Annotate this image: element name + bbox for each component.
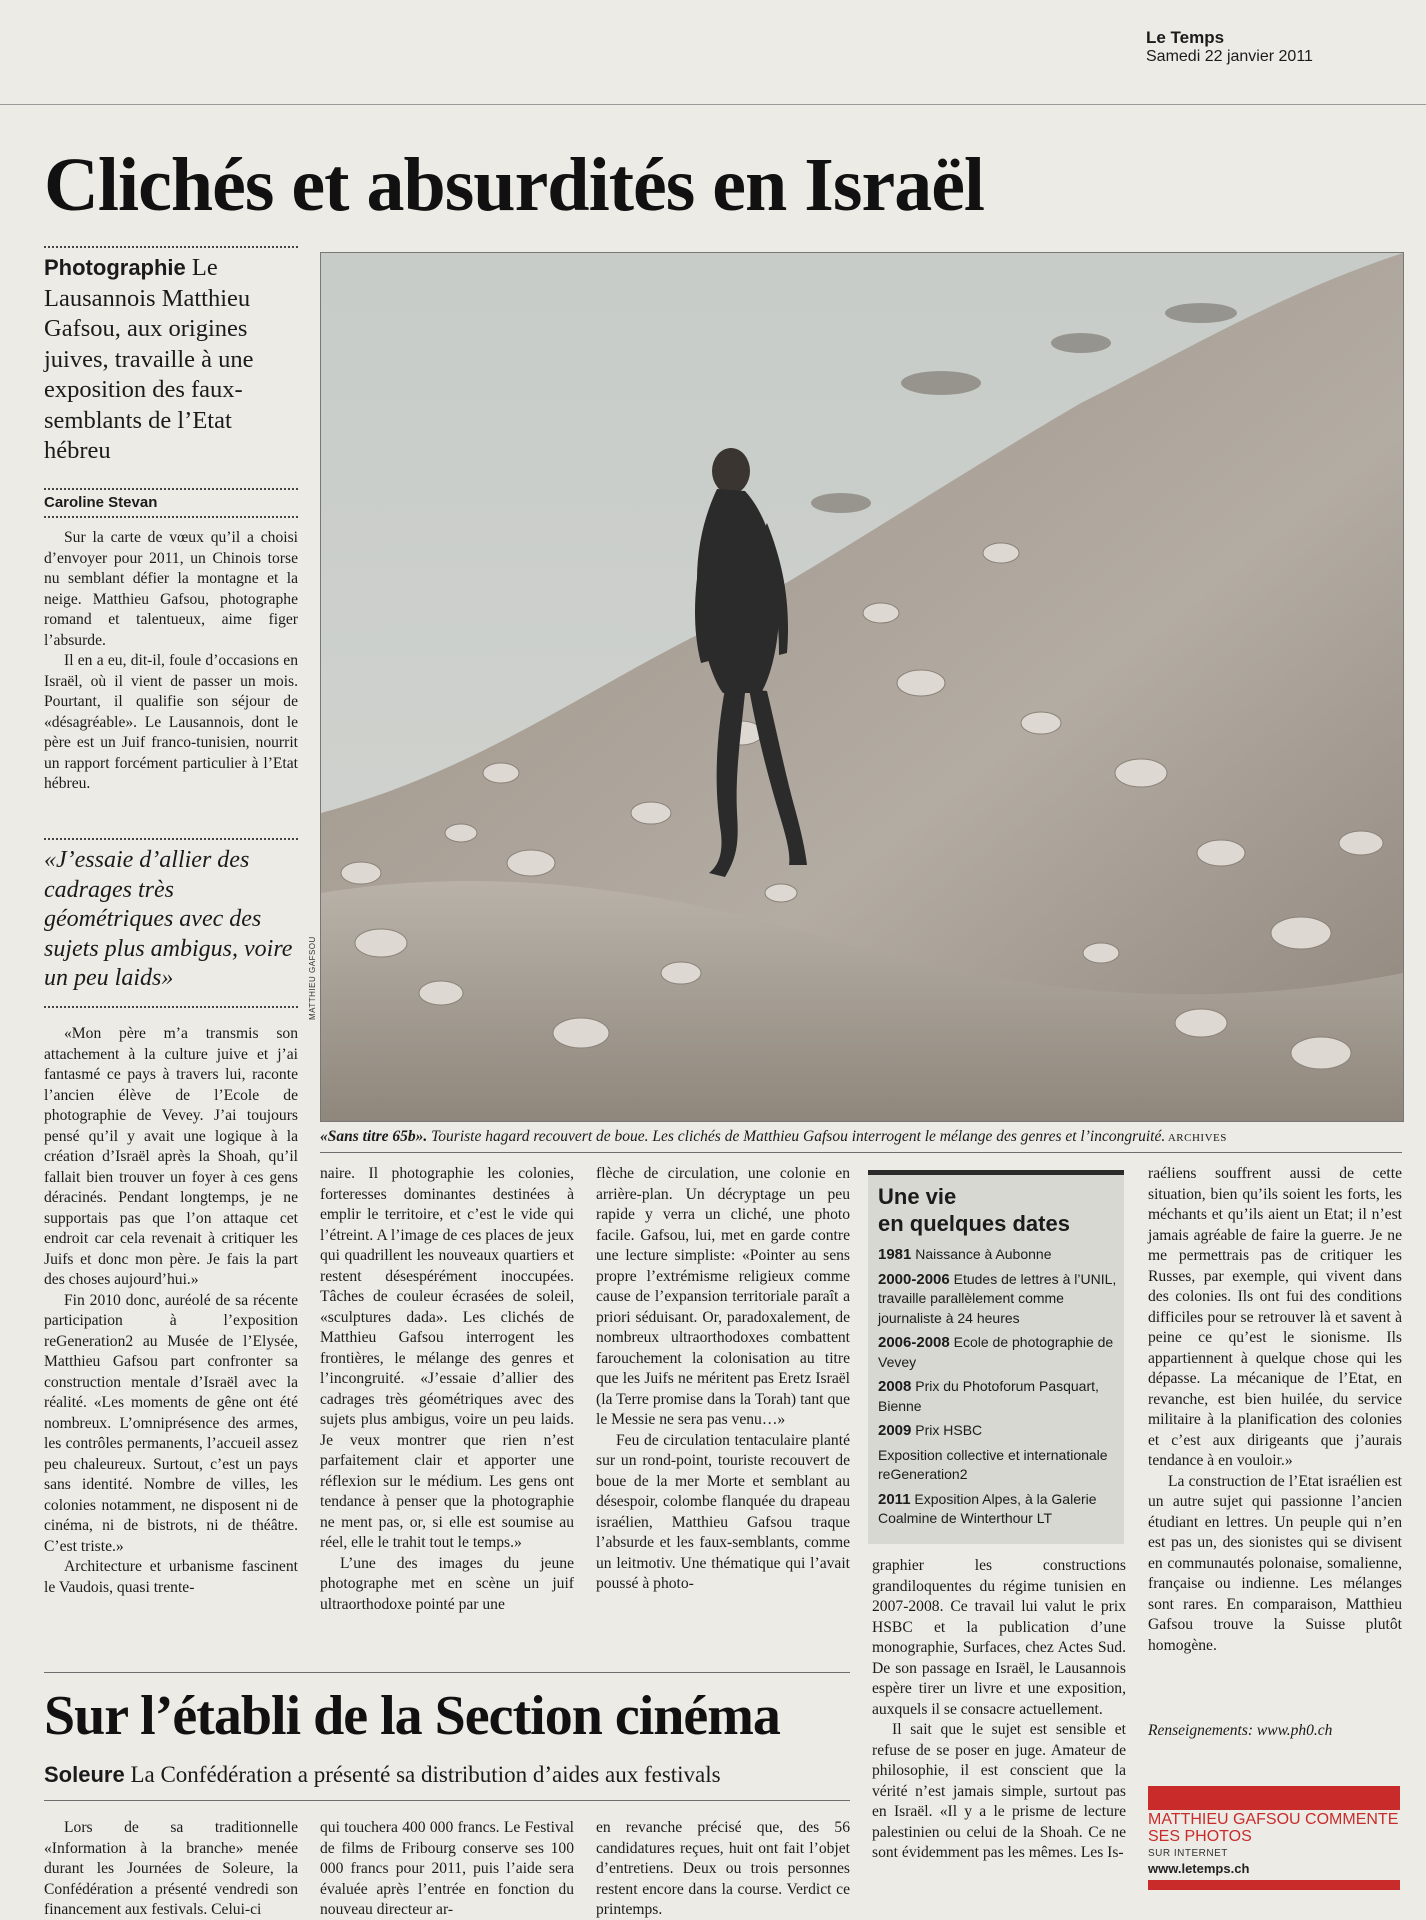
paragraph: Il en a eu, dit-il, foule d’occasions en Israël, où il vient de passer un mois. Pourtant, il qualifie son séjour de «désagréable». Le Lausannois, dont le père est un Juif franco-tunisien, nourrit un rapport forcément particulier à l’Etat hébreu. [44, 652, 298, 792]
lede-kicker: Photographie [44, 255, 186, 280]
paragraph: La construction de l’Etat israélien est un autre sujet qui passionne l’ancien étudiant en lettres. Un peuple qui n’en est pas un, des sionistes qui se divisent en communautés polonaise, somalienne, française ou indienne. Les mélanges sont rares. En comparaison, Matthieu Gafsou trouve la Suisse plutôt homogène. [1148, 1472, 1402, 1654]
subhead-text: La Confédération a présenté sa distribution d’aides aux festivals [130, 1762, 721, 1787]
timeline-text: Exposition Alpes, à la Galerie Coalmine de Winterthour LT [878, 1490, 1097, 1526]
headline: Clichés et absurdités en Israël [44, 143, 985, 227]
paragraph: naire. Il photographie les colonies, forteresses dominantes destinées à emplir le territoire, et c’est le vide qui l’étreint. A l’image de ces places de jeux qui quadrillent les nouveaux quartiers et restent désespérément inoccupées. Tâches de couleur écrasées de soleil, «sculptures dada». Les clichés de Matthieu Gafsou interrogent les frontières, le mélange des genres et l’incongruité. «J’essaie d’allier des cadrages très géométriques avec des sujets plus ambigus, voire un peu laids. Je veux montrer que rien n’est parfaitement clair et apporter une réflexion sur le médium. Les gens ont tendance à penser que la photographie ne ment pas, or, si elle est soumise au réel, elle le trahit tout le temps.» [320, 1165, 574, 1551]
article-column-1-bottom [44, 1024, 298, 1598]
paragraph: flèche de circulation, une colonie en arrière-plan. Un décryptage un peu rapide y verra un cliché, une photo facile. Gafsou, lui, met en garde contre une lecture simpliste: «Pointer au sens propre l’extrémisme religieux comme cause de l’expansion territoriale paraît a priori séduisant. Or, paradoxalement, de nombreux ultraorthodoxes combattent farouchement la colonisation au titre que les Juifs ne méritent pas Eretz Israël (la Terre promise dans la Torah) tant que le Messie ne sera pas venu…» [596, 1165, 850, 1428]
timeline-text: Prix HSBC [911, 1422, 983, 1438]
timeline-title-line: Une vie [878, 1184, 957, 1209]
timeline-year: 2006-2008 [878, 1334, 950, 1351]
divider [44, 516, 298, 518]
timeline-item [878, 1421, 1118, 1441]
info-link-text: Renseignements: www.ph0.ch [1148, 1722, 1333, 1739]
timeline-text: Etudes de lettres à l’UNIL, travaille parallèlement comme journaliste à 24 heures [878, 1270, 1117, 1326]
article2-column-2 [320, 1818, 574, 1920]
paragraph: Il sait que le sujet est sensible et refuse de se poser en juge. Amateur de philosophie, il est conscient que la vérité n’est jamais simple, surtout pas en Israël. «Il y a le prisme de lecture palestinien ou celui de la Shoah. Ce ne sont évidemment pas les mêmes. Les Is- [872, 1721, 1126, 1861]
author-byline: Caroline Stevan [44, 494, 158, 511]
article-column-3 [596, 1164, 850, 1595]
paragraph: «Mon père m’a transmis son attachement à la culture juive et j’ai fantasmé ce pays à travers lui, raconte l’ancien élève de l’Ecole de photographie de Vevey. J’ai toujours pensé qu’il y avait une logique à la création d’Israël après la Shoah, qu’il fallait bien trouver un foyer à ces gens déracinés. Pendant longtemps, je ne supportais pas que l’on attaque cet endroit car cela revenait à critiquer les Juifs et donc mon père. Je fais la part des choses aujourd’hui.» [44, 1025, 298, 1288]
article-separator [44, 1672, 850, 1673]
promo-sub: SUR INTERNET [1148, 1848, 1228, 1859]
caption-rule [320, 1152, 1402, 1153]
article2-column-3 [596, 1818, 850, 1920]
timeline-year: 2008 [878, 1378, 912, 1395]
headline-2: Sur l’établi de la Section cinéma [44, 1685, 780, 1747]
divider [44, 488, 298, 490]
paragraph: Architecture et urbanisme fascinent le Vaudois, quasi trente- [44, 1558, 298, 1596]
pull-quote: «J’essaie d’allier des cadrages très géométriques avec des sujets plus ambigus, voire un peu laids» [44, 847, 293, 991]
paragraph: graphier les constructions grandiloquentes du régime tunisien en 2007-2008. Ce travail lui valut le prix HSBC et la publication d’une monographie, Surfaces, chez Actes Sud. De son passage en Israël, le Lausannois espère tirer un livre et une exposition, auxquels il se consacre actuellement. [872, 1557, 1126, 1718]
paragraph: en revanche précisé que, des 56 candidatures reçues, huit ont fait l’objet d’entretiens. Deux ou trois personnes restent encore dans la course. Verdict ce printemps. [596, 1819, 850, 1918]
paragraph: qui touchera 400 000 francs. Le Festival de films de Fribourg conserve ses 100 000 francs pour 2011, puis l’aide sera évaluée après l’entrée en fonction du nouveau directeur ar- [320, 1819, 574, 1918]
article-column-1-top [44, 528, 298, 795]
article-column-2 [320, 1164, 574, 1615]
timeline-item [878, 1333, 1118, 1372]
divider [44, 1006, 298, 1008]
paragraph: Feu de circulation tentaculaire planté sur un rond-point, touriste recouvert de boue de la mer Morte et semblant au désespoir, colombe flanquée du drapeau israélien, Matthieu Gafsou traque l’absurde et les faux-semblants, comme un leitmotiv. Une thématique qui l’avait poussé à photo- [596, 1431, 850, 1592]
subhead-kicker: Soleure [44, 1762, 125, 1787]
article2-column-1 [44, 1818, 298, 1920]
paragraph: Fin 2010 donc, auréolé de sa récente participation à l’exposition reGeneration2 au Musée de l’Elysée, Matthieu Gafsou part confronter sa construction mentale d’Israël avec la réalité. «Les moments de gêne ont été nombreux. L’omniprésence des armes, les contrôles permanents, l’accueil assez peu chaleureux. Surtout, c’est un pays sans identité. Nombre de villes, les colonies notamment, ne disposent ni de cinéma, ni de bistrots, ni de théâtre. C’est triste.» [44, 1291, 298, 1555]
article-column-5 [1148, 1164, 1402, 1656]
timeline-item [878, 1245, 1118, 1265]
timeline-list [878, 1245, 1118, 1534]
header-rule [0, 104, 1426, 105]
timeline-item [878, 1490, 1118, 1529]
caption-source: ARCHIVES [1165, 1132, 1227, 1144]
paragraph: Sur la carte de vœux qu’il a choisi d’envoyer pour 2011, un Chinois torse nu semblant défier la montagne et la neige. Matthieu Gafsou, photographe romand et talentueux, aime figer l’absurde. [44, 529, 298, 649]
masthead: Le Temps [1146, 28, 1225, 47]
timeline-item [878, 1270, 1118, 1329]
caption-title: «Sans titre 65b». [320, 1128, 428, 1145]
timeline-year: 2000-2006 [878, 1270, 950, 1288]
paragraph: L’une des images du jeune photographe met en scène un juif ultraorthodoxe pointé par une [320, 1554, 574, 1613]
lede [44, 253, 294, 467]
subhead-2 [44, 1762, 854, 1788]
promo-url[interactable]: www.letemps.ch [1148, 1861, 1250, 1876]
promo-bar [1148, 1786, 1400, 1810]
timeline-year: 2011 [878, 1490, 911, 1508]
photo-caption [320, 1128, 1402, 1146]
timeline-text: Naissance à Aubonne [911, 1246, 1052, 1262]
timeline-title [878, 1183, 1070, 1237]
timeline-text: Exposition collective et internationale reGeneration2 [878, 1446, 1108, 1482]
promo-bar [1148, 1880, 1400, 1890]
photo-credit: MATTHIEU GAFSOU [308, 936, 317, 1020]
timeline-box [868, 1170, 1124, 1544]
caption-text: Touriste hagard recouvert de boue. Les clichés de Matthieu Gafsou interrogent le mélange des genres et l’incongruité. [427, 1128, 1166, 1145]
timeline-text: Prix du Photoforum Pasquart, Bienne [878, 1378, 1099, 1414]
article-photo [320, 252, 1404, 1122]
timeline-item [878, 1377, 1118, 1416]
lede-text: Le Lausannois Matthieu Gafsou, aux origines juives, travaille à une exposition des faux-semblants de l’Etat hébreu [44, 254, 254, 464]
subhead-rule [44, 1800, 850, 1801]
article-column-4 [872, 1556, 1126, 1864]
timeline-year: 2009 [878, 1422, 912, 1439]
photo-mudman-dead-sea [321, 253, 1403, 1121]
promo-label: MATTHIEU GAFSOU COMMENTE SES PHOTOS [1148, 1811, 1399, 1845]
paragraph: Lors de sa traditionnelle «Information à la branche» menée durant les Journées de Soleure, la Confédération a présenté vendredi son financement aux festivals. Celui-ci [44, 1819, 298, 1918]
issue-date: Samedi 22 janvier 2011 [1146, 48, 1313, 65]
timeline-title-line: en quelques dates [878, 1211, 1070, 1236]
timeline-text: Ecole de photographie de Vevey [878, 1334, 1114, 1370]
timeline-year: 1981 [878, 1246, 912, 1263]
divider [44, 838, 298, 840]
divider [44, 246, 298, 248]
timeline-item [878, 1446, 1118, 1485]
paragraph: raéliens souffrent aussi de cette situation, bien qu’ils soient les forts, les méchants et qu’ils aient un Etat; il n’est jamais agréable de faire la guerre. Je ne me permettrais pas de critiquer les Russes, par exemple, qui vivent dans des colonies. Ils ont fui des conditions difficiles pour se retrouver là et savent à peine ce qu’est le sionisme. Ils appartiennent à quelque chose qui les dépasse. La mécanique de l’Etat, en revanche, est bien huilée, du service militaire à la planification des colonies et c’est aux dirigeants que j’aurais tendance à en vouloir.» [1148, 1165, 1402, 1469]
